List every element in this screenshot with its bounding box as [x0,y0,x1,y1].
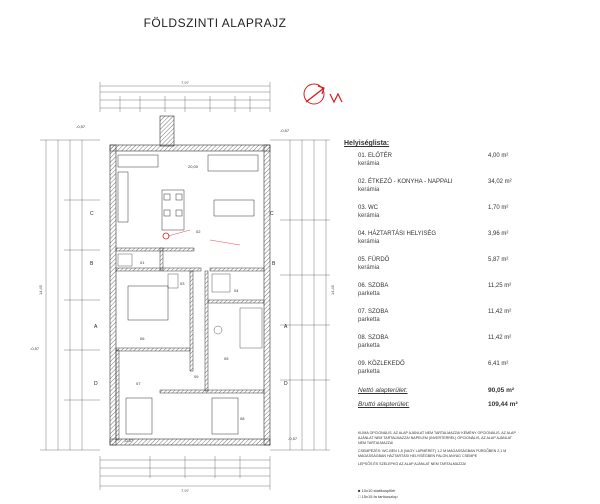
red-leader-line-2 [210,240,240,245]
symbol-legend-item: □ 15x15 fa tartóoszlop [358,494,398,499]
notes [358,431,518,470]
symbol-legend-item: ■ 10x10 statikuspillér [358,488,396,493]
level-mark-bottom-right: -0,57 [288,436,298,441]
total-width-label: 7,97 [181,80,189,85]
legend-heading: Helyiséglista: [344,140,390,147]
total-height-label-left: 14,45 [38,284,43,295]
svg-text:C: C [90,211,94,217]
north-arrow-icon [300,80,350,110]
note-text: KLÍMA OPCIONÁLIS, AZ ALAP AJÁNLAT NEM TARTALMAZZA! KÉMÉNY OPCIONÁLIS, AZ ALAP AJÁNLAT NEM TARTALMAZZA! NAPELEM (INVERTERREL) OPCIONÁLIS, AZ ALAP AJÁNLAT NEM TARTALMAZZA! [358,431,516,445]
dimension-lines-bottom [100,456,270,490]
section-markers [90,211,288,387]
room-number-08: 08 [240,416,245,421]
room-legend [344,140,544,415]
bed-06 [128,286,168,320]
floor-plan [0,60,340,504]
net-area-row: Nettó alapterület: 90,05 m² [358,387,515,394]
svg-text:C: C [270,211,274,217]
gross-area-row: Bruttó alapterület: 109,44 m² [358,401,518,408]
red-leader-line [168,230,190,236]
dimension-lines-right [270,140,330,450]
legend-room: 08. SZOBA parketta 11,42 m² [358,335,512,349]
total-width-label-bottom: 7,97 [181,488,189,493]
boiler [212,274,230,292]
dimension-lines-top [100,82,270,112]
interior-walls [116,248,264,440]
room-number-02: 02 [196,229,201,234]
wc-toilet [168,274,178,288]
bathtub [240,308,262,348]
legend-room: 01. ELŐTÉR kerámia 4,00 m² [358,153,509,167]
legend-room: 06. SZOBA parketta 11,25 m² [358,283,512,297]
svg-text:A: A [284,324,288,330]
room-number-05: 05 [224,356,229,361]
legend-room: 09. KÖZLEKEDŐ parketta 6,41 m² [358,361,509,375]
total-height-label-right: 14,45 [330,284,335,295]
svg-text:B: B [272,261,276,267]
room-number-01: 01 [140,260,145,265]
dimension-lines-left [40,140,100,450]
legend-room: 07. SZOBA parketta 11,42 m² [358,309,512,323]
bed-07 [126,398,152,434]
level-mark-top-left: -0,57 [76,124,86,129]
note-text: CSEMPÉZÉS: WC-BEN 1,5 (VAGY LAPMÉRET) 1,2 M MAGASSÁGBAN FÜRDŐBEN 2,1 M MAGASSÁGBAN HÁZTARTÁSI HELYISÉGBEN FALON ANYAG CSEMPE [358,449,507,458]
room-number-03: 03 [180,281,185,286]
note-text: LEPSŐS ÉS SZELEPKÖ AZ ALAP AJÁNLAT NEM TARTALMAZZA! [358,462,466,466]
room-number-06: 06 [140,336,145,341]
room-area-label: 20,00 [188,164,199,169]
svg-text:B: B [90,261,94,267]
legend-room: 03. WC kerámia 1,70 m² [358,205,509,219]
entry-cabinet [118,254,132,266]
page-title: FÖLDSZINTI ALAPRAJZ [143,16,287,30]
svg-text:D: D [284,381,288,387]
legend-room: 05. FÜRDŐ kerámia 5,87 m² [358,257,509,271]
bed-08 [212,398,238,434]
room-number-09: 09 [194,374,199,379]
legend-room: 02. ÉTKEZŐ - KONYHA - NAPPALI kerámia 34,02 m² [358,179,512,193]
chimney [160,116,174,146]
sink [214,326,222,334]
level-mark-top-right: -0,57 [280,128,290,133]
room-number-07: 07 [136,381,141,386]
room-number-04: 04 [234,288,239,293]
legend-room: 04. HÁZTARTÁSI HELYISÉG kerámia 3,96 m² [358,231,509,245]
svg-text:A: A [94,324,98,330]
svg-text:D: D [94,381,98,387]
level-mark-left: -0,57 [30,346,40,351]
symbol-legend [358,488,398,500]
